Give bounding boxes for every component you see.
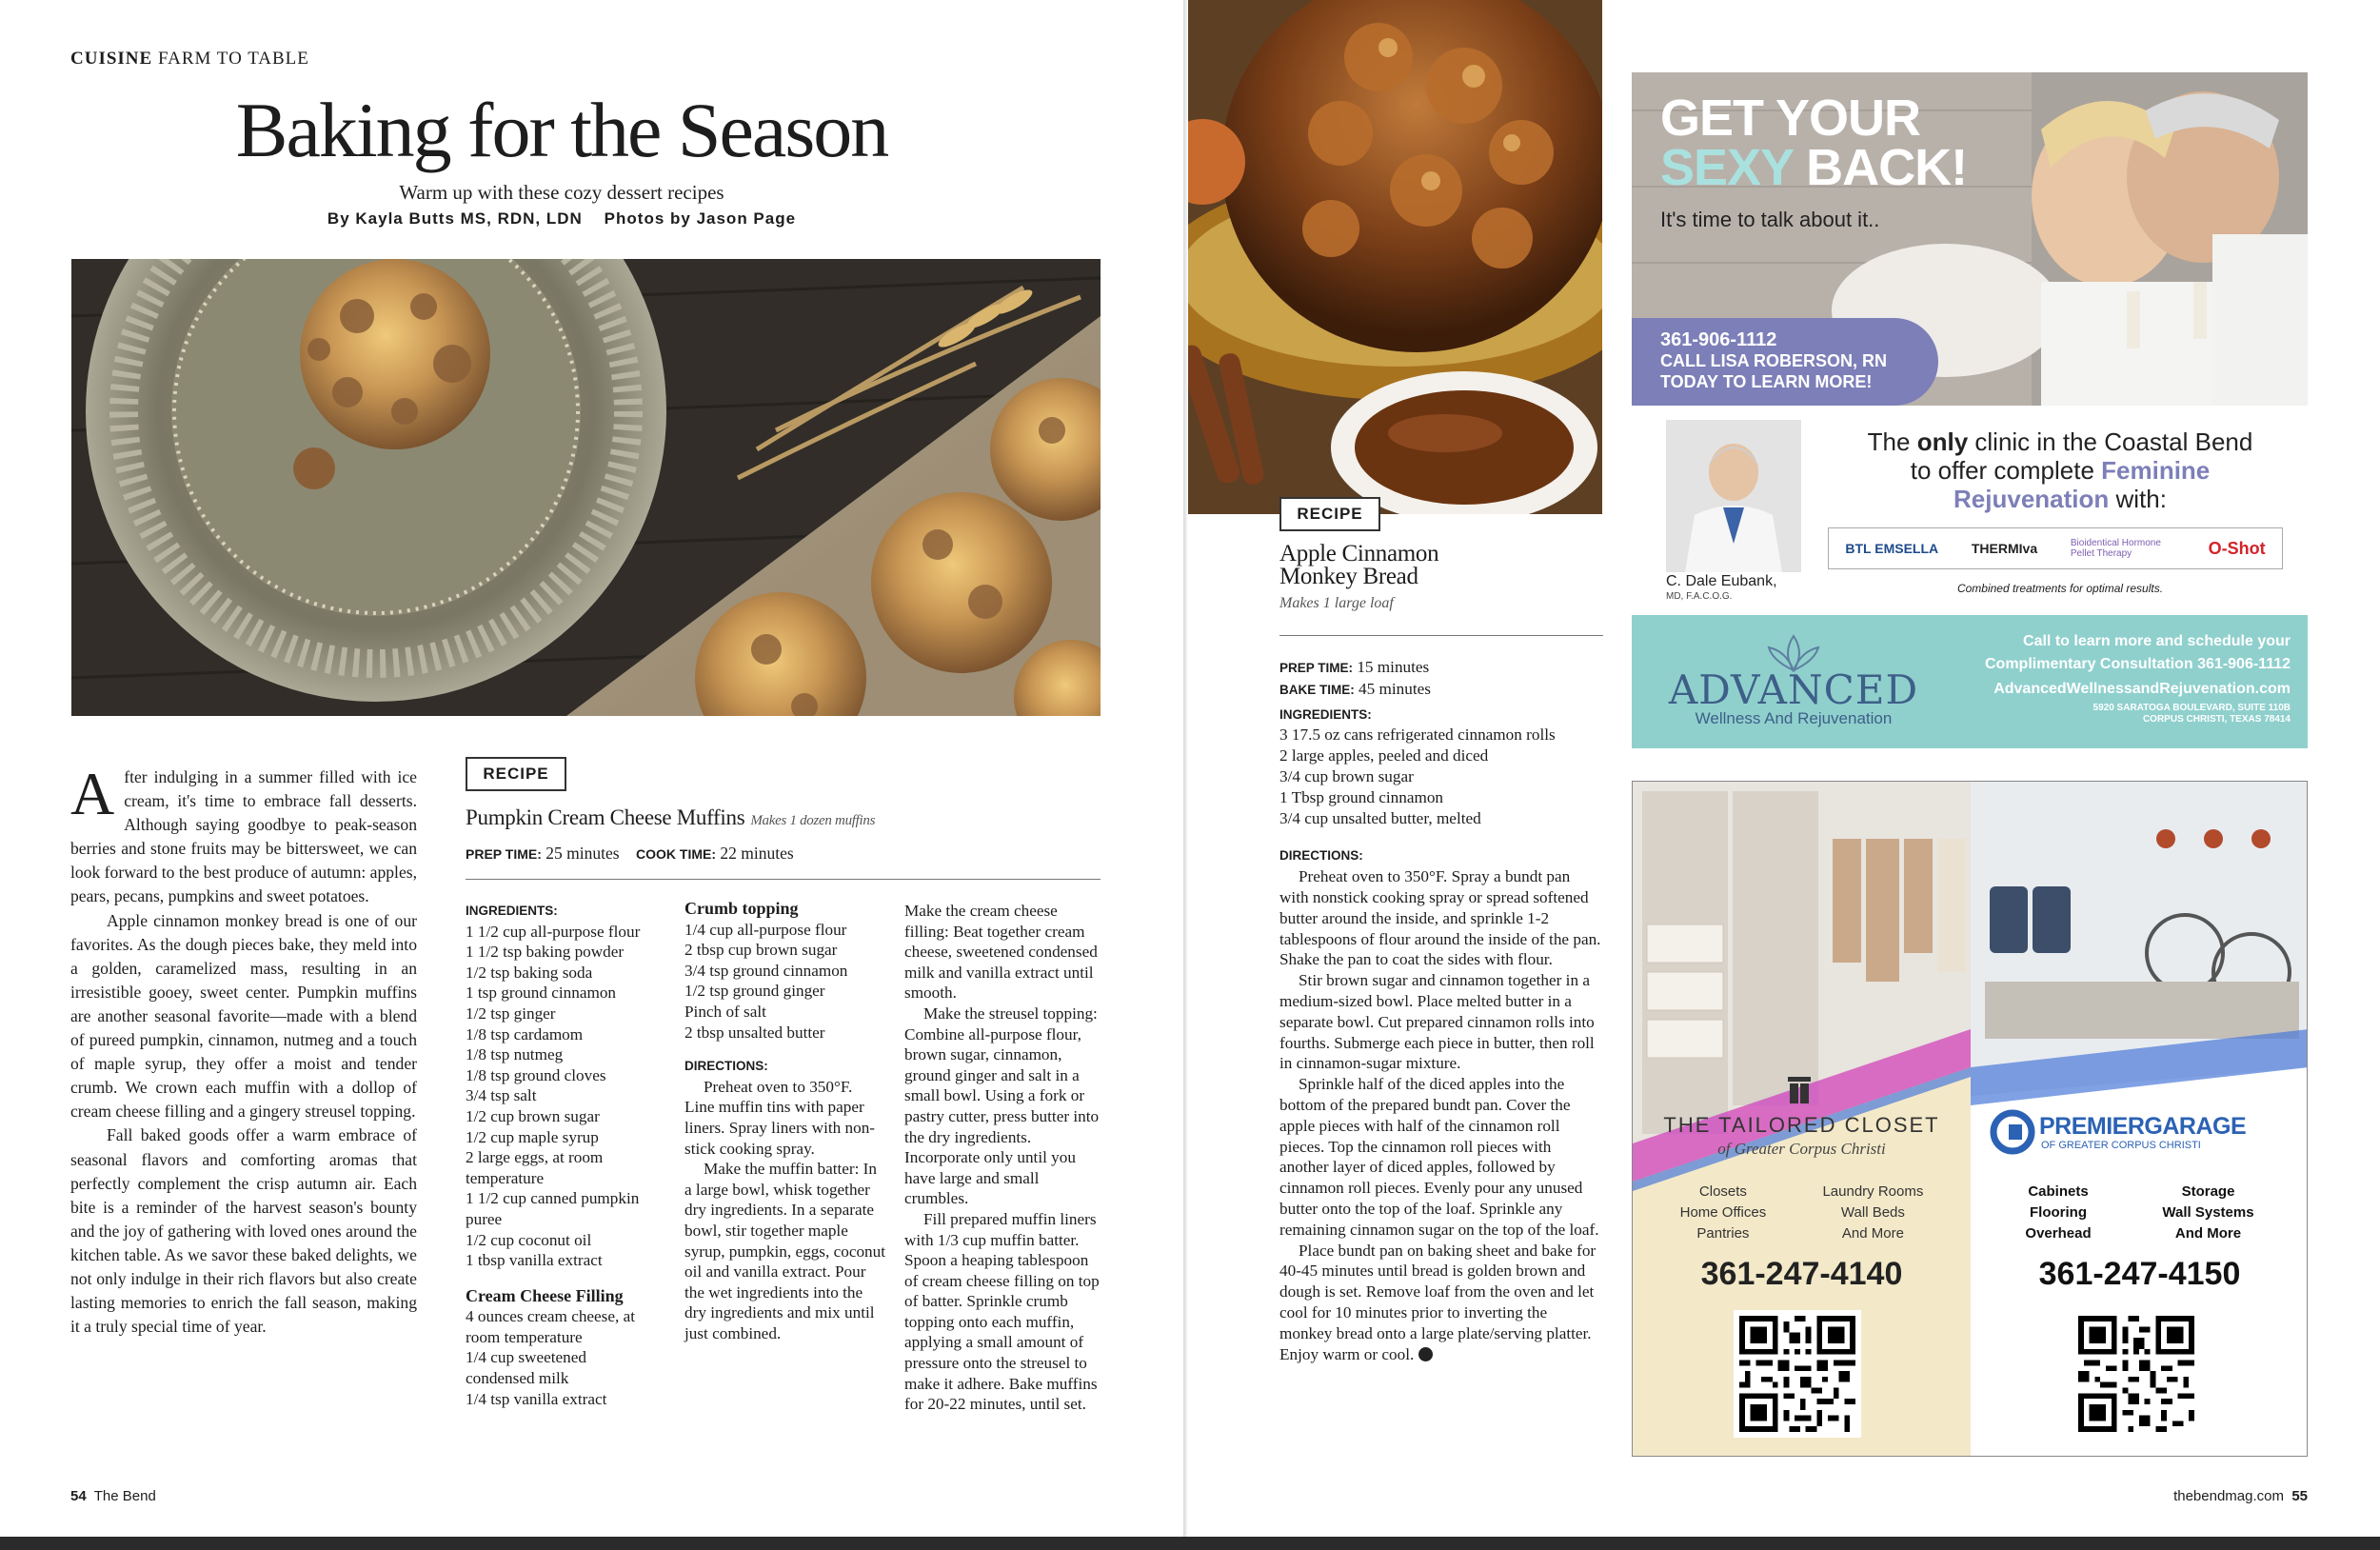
recipe-badge: RECIPE [466, 757, 566, 791]
garage-service: Wall Systems [2162, 1204, 2254, 1221]
crumb-item: 2 tbsp cup brown sugar [684, 941, 838, 960]
doctor-credentials: MD, F.A.C.O.G. [1666, 591, 1733, 602]
ingredient-item: 1 tbsp vanilla extract [466, 1251, 603, 1270]
ingredient-item: 3/4 tsp salt [466, 1086, 537, 1105]
intro-paragraph-1 [70, 760, 417, 909]
garage-brand-sub: OF GREATER CORPUS CHRISTI [2041, 1140, 2201, 1151]
qr-code-icon [1739, 1316, 1855, 1432]
crumb-item: 1/4 cup all-purpose flour [684, 920, 847, 939]
direction-step: Preheat oven to 350°F. Line muffin tins with paper liners. Spray liners with non-stick cooking spray. [684, 1077, 876, 1158]
ingredient-item: 1/8 tsp ground cloves [466, 1065, 606, 1084]
advanced-logo [1651, 634, 1936, 728]
crumb-item: 2 tbsp unsalted butter [684, 1023, 825, 1042]
closet-phone[interactable]: 361-247-4140 [1700, 1256, 1903, 1292]
recipe2-bake: 45 minutes [1359, 679, 1431, 698]
ingredient-item: 2 large eggs, at room temperature [466, 1148, 604, 1187]
clinic-only: only [1916, 427, 1969, 456]
closet-service: Pantries [1696, 1225, 1750, 1242]
recipe2-step-4-text: Place bundt pan on baking sheet and bake for 40-45 minutes until bread is golden brown and dough is set. Remove loaf from the oven and let cool for 10 minutes prior to inverting the monkey bread onto a large plate/serving platter. Enjoy warm or cool. [1279, 1241, 1597, 1363]
recipe1-col-2 [684, 899, 886, 1343]
site-url[interactable]: thebendmag.com [2173, 1488, 2284, 1504]
intro-paragraph-2: Apple cinnamon monkey bread is one of our favorites. As the dough pieces bake, they meld into a golden, caramelized mass, resulting in an irresistible gooey, sweet center. Pumpkin muffins are another seasonal favorite—made with a blend of pureed pumpkin, cinnamon, nutmeg and a touch of maple syrup, they offer a moist and tender crumb. We crown each muffin with a dollop of cream cheese filling and a gingery streusel topping. [70, 910, 417, 1122]
clinic-feminine: Feminine [2101, 456, 2211, 485]
clinic-with: with: [2115, 485, 2167, 513]
website-link[interactable]: AdvancedWellnessandRejuvenation.com [1993, 681, 2291, 697]
closet-service: And More [1841, 1225, 1904, 1242]
filling-item: 1/4 tsp vanilla extract [466, 1389, 607, 1408]
combined-note: Combined treatments for optimal results. [1956, 582, 2164, 595]
ingredient-item: 1/8 tsp cardamom [466, 1024, 584, 1043]
garage-qr-code[interactable] [2073, 1310, 2200, 1438]
garage-services [1990, 1182, 2290, 1244]
ad1-headline [1660, 89, 1968, 196]
recipe2-ingredient: 2 large apples, peeled and diced [1279, 746, 1489, 765]
garage-service: Cabinets [2028, 1183, 2089, 1200]
folio-right [2142, 1488, 2308, 1504]
spine-gutter [1183, 0, 1187, 1537]
cook-time: 22 minutes [720, 844, 794, 863]
recipe2-ingredient: 1 Tbsp ground cinnamon [1279, 787, 1444, 806]
address-line2: CORPUS CHRISTI, TEXAS 78414 [2142, 714, 2291, 725]
ingredient-item: 1 tsp ground cinnamon [466, 984, 617, 1003]
clinic-rejuvenation: Rejuvenation [1954, 485, 2110, 513]
intro-p1-text: fter indulging in a summer filled with ice cream, it's time to embrace fall desserts. Although saying goodbye to peak-season berries and stone fruits may be bittersweet, we can look forward to the best produce of autumn: apples, pears, pecans, pumpkins and sweet potatoes. [70, 767, 417, 906]
garage-logo-icon [1990, 1109, 2035, 1155]
folio-left [70, 1488, 156, 1504]
closet-service: Closets [1698, 1183, 1747, 1200]
ingredient-list [466, 922, 656, 1271]
direction-step: Fill prepared muffin liners with 1/3 cup muffin batter. Spoon a heaping tablespoon of cream cheese filling on top of batter. Sprinkle crumb topping onto each muffin, applying a small amount of pressure onto the streusel to make it adhere. Bake muffins for 20-22 minutes, until set. [904, 1209, 1100, 1414]
recipe2-ingredient: 3/4 cup brown sugar [1279, 766, 1414, 785]
closet-services [1652, 1182, 1952, 1244]
recipe2-step: Sprinkle half of the diced apples into the bottom of the prepared bundt pan. Cover the apple pieces with half of the cinnamon roll pieces. Top the cinnamon roll pieces with another layer of diced apples, followed by cinnamon roll pieces. Evenly pour any unused butter onto the top of the loaf. Sprinkle any remaining cinnamon sugar on the top of the loaf. [1279, 1075, 1599, 1239]
cook-label: COOK TIME: [636, 846, 717, 862]
muffins-photo [71, 259, 1101, 716]
crumb-item: 3/4 tsp ground cinnamon [684, 961, 848, 980]
cta-line2: Complimentary Consultation 361-906-1112 [1985, 656, 2291, 672]
closet-icon [1788, 1077, 1811, 1103]
brand-emsella: BTL EMSELLA [1845, 541, 1939, 556]
recipe2-prep-label: PREP TIME: [1279, 661, 1354, 675]
recipe2-rule [1279, 635, 1603, 636]
ad1-callout [1632, 318, 1938, 406]
page-number: 54 [70, 1488, 87, 1504]
crumb-item: Pinch of salt [684, 1002, 766, 1021]
brand-thermiva: THERMIva [1971, 541, 2038, 556]
recipe2-prep: 15 minutes [1357, 658, 1430, 676]
ad-clinic-info[interactable] [1632, 416, 2308, 611]
ingredients-label: INGREDIENTS: [466, 904, 558, 918]
recipe1-col-1 [466, 901, 656, 1409]
garage-brand: PREMIERGARAGE [2039, 1113, 2247, 1140]
recipe-times [466, 844, 794, 864]
brand-pellet: Bioidentical Hormone Pellet Therapy [2070, 538, 2161, 559]
ingredient-item: 1/2 tsp baking soda [466, 963, 593, 982]
ingredient-item: 1 1/2 cup canned pumpkin puree [466, 1189, 640, 1228]
ad1-tagline: It's time to talk about it.. [1660, 208, 1880, 231]
doctor-photo [1666, 420, 1801, 572]
ad1-headline-line1: GET YOUR [1660, 89, 1921, 147]
ad1-phone: 361-906-1112 [1660, 329, 1777, 350]
recipe2-ingredient: 3/4 cup unsalted butter, melted [1279, 808, 1481, 827]
clinic-post: clinic in the Coastal Bend [1974, 427, 2253, 456]
filling-item: 1/4 cup sweetened condensed milk [466, 1348, 586, 1388]
section-sub: FARM TO TABLE [157, 49, 309, 69]
brand-logos-strip [1828, 527, 2283, 569]
ad-closet-garage[interactable] [1632, 781, 2308, 1457]
filling-label: Cream Cheese Filling [466, 1285, 624, 1305]
garage-phone[interactable]: 361-247-4150 [2038, 1256, 2241, 1292]
ingredient-item: 1/2 cup maple syrup [466, 1127, 599, 1146]
section-name: CUISINE [70, 49, 153, 69]
qr-code-icon [2078, 1316, 2194, 1432]
page-subtitle: Warm up with these cozy dessert recipes [399, 181, 724, 204]
intro-article [70, 760, 417, 1339]
recipe2-step [1279, 1241, 1603, 1365]
filling-item: 4 ounces cream cheese, at room temperature [466, 1307, 635, 1346]
recipe2-step: Preheat oven to 350°F. Spray a bundt pan with nonstick cooking spray or spread softened butter around the inside, and sprinkle 1-2 tablespoons of flour around the inside of the pan. Shake the pan to coat the sides with flour. [1279, 867, 1601, 969]
ingredient-item: 1 1/2 cup all-purpose flour [466, 922, 641, 941]
doctor-portrait-art [1666, 420, 1801, 572]
brand-oshot: O-Shot [2208, 538, 2266, 558]
ad1-sexy: SEXY [1660, 139, 1794, 196]
direction-step: Make the cream cheese filling: Beat together cream cheese, sweetened condensed milk and vanilla extract until smooth. [904, 902, 1098, 1003]
recipe-rule [466, 879, 1101, 880]
directions-label: DIRECTIONS: [684, 1059, 768, 1074]
ad1-today-line: TODAY TO LEARN MORE! [1660, 372, 1873, 391]
recipe2-title [1279, 543, 1438, 588]
doctor-name: C. Dale Eubank, [1666, 573, 1777, 589]
closet-logo-mark [1788, 1077, 1811, 1103]
ingredient-item: 1/8 tsp nutmeg [466, 1045, 564, 1064]
garage-service: Flooring [2030, 1204, 2087, 1221]
page-title: Baking for the Season [235, 87, 888, 173]
monkey-bread-photo [1188, 0, 1602, 514]
crumb-item: 1/2 tsp ground ginger [684, 982, 825, 1001]
end-mark-icon [1418, 1347, 1433, 1361]
ingredient-item: 1/2 tsp ginger [466, 1004, 556, 1023]
closet-service: Laundry Rooms [1822, 1183, 1924, 1200]
ad1-call-line: CALL LISA ROBERSON, RN [1660, 351, 1888, 370]
recipe2-body [1279, 657, 1603, 1364]
clinic-statement [1813, 427, 2308, 513]
intro-paragraph-3: Fall baked goods offer a warm embrace of seasonal flavors and comforting aromas that perfectly complement the crisp autumn air. Each bite is a reminder of the harvest season's bounty and the joy of gathering with loved ones around the kitchen table. As we savor these baked delights, we not only indulge in their rich flavors but also create lasting memories to enrich the fall season, making it a truly special time of year. [70, 1125, 417, 1337]
cta-line1: Call to learn more and schedule your [2023, 633, 2291, 649]
recipe2-yield: Makes 1 large loaf [1279, 595, 1394, 611]
page-number-right: 55 [2291, 1488, 2308, 1504]
crumb-label: Crumb topping [684, 899, 799, 918]
ingredient-item: 1 1/2 tsp baking powder [466, 943, 625, 962]
garage-service: Storage [2181, 1183, 2235, 1200]
advanced-cta [1917, 630, 2291, 725]
ad1-headline-line2 [1660, 139, 1968, 196]
bottom-edge [0, 1537, 2380, 1550]
recipe2-bake-label: BAKE TIME: [1279, 682, 1355, 697]
ingredient-item: 1/2 cup coconut oil [466, 1230, 592, 1249]
recipe-yield: Makes 1 dozen muffins [750, 813, 876, 828]
clinic-line2a: to offer complete [1910, 456, 2094, 485]
advanced-logo-sub: Wellness And Rejuvenation [1695, 709, 1893, 727]
recipe2-name-line2: Monkey Bread [1279, 564, 1418, 589]
dropcap: A [70, 760, 115, 827]
advanced-logo-word: ADVANCED [1668, 666, 1919, 713]
magazine-name: The Bend [93, 1488, 156, 1504]
ad1-back: BACK! [1806, 139, 1968, 196]
ad-advanced-wellness[interactable] [1632, 615, 2308, 748]
direction-step: Make the streusel topping: Combine all-purpose flour, brown sugar, cinnamon, ground ginger and salt in a small bowl. Using a fork or pastry cutter, press butter into the dry ingredients. Incorporate only until you have large and small crumbles. [904, 1004, 1100, 1208]
clinic-pre: The [1867, 427, 1911, 456]
closet-service: Wall Beds [1840, 1204, 1905, 1221]
closet-qr-code[interactable] [1734, 1310, 1861, 1438]
recipe2-badge: RECIPE [1279, 497, 1380, 531]
closet-service: Home Offices [1679, 1204, 1767, 1221]
closet-brand: THE TAILORED CLOSET [1663, 1113, 1940, 1137]
recipe2-step: Stir brown sugar and cinnamon together in a medium-sized bowl. Place melted butter in a separate bowl. Cut prepared cinnamon rolls into fourths. Submerge each piece in butter, then roll in cinnamon-sugar mixture. [1279, 971, 1595, 1073]
recipe-name: Pumpkin Cream Cheese Muffins [466, 805, 745, 829]
prep-label: PREP TIME: [466, 846, 542, 862]
ad-rejuvenation-banner[interactable] [1632, 72, 2308, 406]
garage-service: Overhead [2025, 1225, 2092, 1242]
recipe2-ingredient: 3 17.5 oz cans refrigerated cinnamon rolls [1279, 725, 1556, 745]
prep-time: 25 minutes [545, 844, 620, 863]
ingredient-item: 1/2 cup brown sugar [466, 1106, 600, 1125]
garage-service: And More [2174, 1225, 2242, 1242]
byline: By Kayla Butts MS, RDN, LDN Photos by Jason Page [327, 209, 797, 228]
recipe-title [466, 805, 1113, 830]
recipe2-name-line1: Apple Cinnamon [1279, 541, 1439, 566]
direction-step: Make the muffin batter: In a large bowl, whisk together dry ingredients. In a separate bowl, stir together maple syrup, pumpkin, eggs, coconut oil and vanilla extract. Pour the wet ingredients into the dry ingredients and mix until just combined. [684, 1160, 886, 1342]
monkey-bread-photo-art [1188, 0, 1602, 514]
section-header [70, 49, 309, 70]
recipe2-ingredients-label: INGREDIENTS: [1279, 706, 1372, 722]
recipe1-col-3 [904, 901, 1104, 1415]
recipe2-directions-label: DIRECTIONS: [1279, 848, 1363, 864]
address-line1: 5920 SARATOGA BOULEVARD, SUITE 110B [2092, 703, 2291, 713]
muffins-photo-art [71, 259, 1101, 716]
closet-brand-sub: of Greater Corpus Christi [1717, 1140, 1886, 1158]
